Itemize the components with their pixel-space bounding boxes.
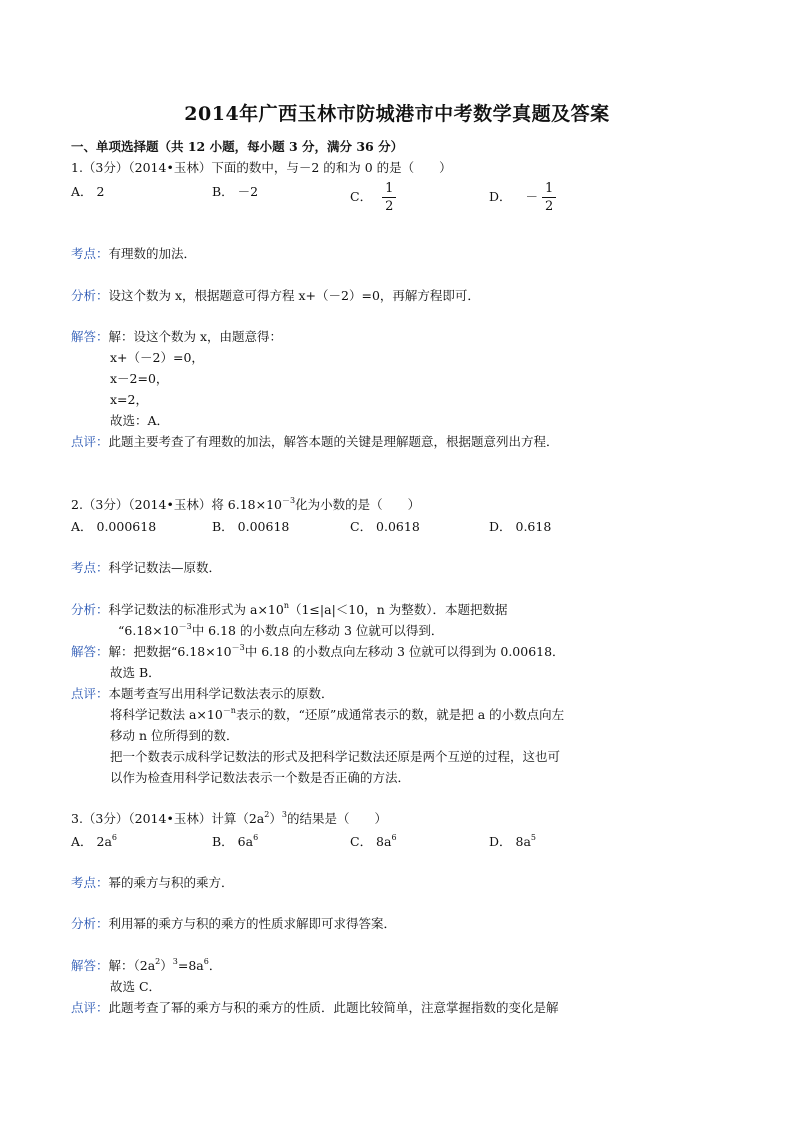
jieda-label: 解答： <box>71 644 109 659</box>
q1-option-c-fraction <box>382 182 396 213</box>
q2-dianping-2-post: 表示的数，“还原”成通常表示的数，就是把 a 的小数点向左 <box>235 707 565 722</box>
q2-option-b: B． 0.00618 <box>212 519 290 534</box>
q1-option-b: B． －2 <box>212 184 259 199</box>
q1-fenxi <box>71 290 480 303</box>
dianping-label: 点评： <box>71 434 109 449</box>
q3-option-b-exponent: 6 <box>253 833 259 842</box>
q3-jieda-line-2: 故选 C． <box>110 979 162 994</box>
q1-option-d-sign: － <box>525 189 539 205</box>
fenxi-label: 分析： <box>71 916 109 931</box>
q2-fenxi-2-exponent: －3 <box>178 622 192 631</box>
q2-kaodian <box>71 562 221 575</box>
q2-dianping-line-3: 移动 n 位所得到的数． <box>110 728 239 743</box>
q1-option-c-numerator: 1 <box>382 182 396 198</box>
q2-jieda-1-pre: 解：把数据“6.18×10 <box>108 644 232 659</box>
q2-fenxi-line-2 <box>118 622 444 638</box>
q3-stem <box>71 810 387 826</box>
kaodian-label: 考点： <box>71 246 109 261</box>
page-title: 2014年广西玉林市防城港市中考数学真题及答案 <box>184 103 610 125</box>
q2-dianping-line-4: 把一个数表示成科学记数法的形式及把科学记数法还原是两个互逆的过程，这也可 <box>110 749 561 764</box>
q2-dianping-2-exponent: －n <box>222 706 236 715</box>
q3-option-a-text: A． 2a <box>71 834 112 849</box>
q3-stem-exponent-1: 2 <box>264 810 270 819</box>
q3-stem-mid: ） <box>269 811 282 826</box>
q3-option-d-exponent: 5 <box>530 833 536 842</box>
q3-option-b-text: B． 6a <box>212 834 254 849</box>
fenxi-label: 分析： <box>71 288 109 303</box>
q1-option-d <box>489 182 556 213</box>
q1-option-c <box>350 182 396 213</box>
q2-dianping <box>71 688 334 701</box>
q1-dianping-text: 此题主要考查了有理数的加法，解答本题的关键是理解题意，根据题意列出方程． <box>108 434 559 449</box>
q3-option-a <box>71 833 117 849</box>
q1-jieda-line-4: 故选：A． <box>110 413 170 428</box>
jieda-label: 解答： <box>71 958 109 973</box>
q2-stem-post: 化为小数的是（ ） <box>295 497 421 512</box>
q1-option-c-letter: C． <box>350 189 373 204</box>
fenxi-label: 分析： <box>71 602 109 617</box>
q2-dianping-line-2 <box>110 706 565 722</box>
q2-fenxi-1-post: （1≤|a|＜10，n 为整数）．本题把数据 <box>288 602 508 617</box>
q3-dianping-text: 此题考查了幂的乘方与积的乘方的性质．此题比较简单，注意掌握指数的变化是解 <box>108 1000 559 1015</box>
q2-dianping-line-1: 本题考查写出用科学记数法表示的原数． <box>108 686 334 701</box>
q3-jieda-exponent-1: 2 <box>155 957 161 966</box>
q1-fenxi-text: 设这个数为 x，根据题意可得方程 x+（－2）=0，再解方程即可． <box>108 288 480 303</box>
q3-kaodian <box>71 877 234 890</box>
q2-stem <box>71 496 421 512</box>
q2-jieda <box>71 643 565 659</box>
q2-fenxi-1-pre: 科学记数法的标准形式为 a×10 <box>108 602 284 617</box>
q3-option-a-exponent: 6 <box>111 833 117 842</box>
q1-option-a: A． 2 <box>71 184 105 199</box>
q3-stem-exponent-2: 3 <box>281 810 287 819</box>
jieda-label: 解答： <box>71 329 109 344</box>
q3-jieda-exponent-3: 6 <box>203 957 209 966</box>
q3-dianping <box>71 1002 559 1015</box>
kaodian-label: 考点： <box>71 875 109 890</box>
q2-fenxi <box>71 601 508 617</box>
q1-jieda <box>71 331 282 344</box>
q1-kaodian <box>71 248 196 261</box>
q3-fenxi <box>71 918 396 931</box>
q3-option-c-text: C． 8a <box>350 834 392 849</box>
dianping-label: 点评： <box>71 1000 109 1015</box>
q3-jieda-mid-2: =8a <box>177 958 204 973</box>
q2-fenxi-2-post: 中 6.18 的小数点向左移动 3 位就可以得到． <box>191 623 444 638</box>
q3-jieda-post: ． <box>208 958 222 973</box>
q3-stem-pre: 3.（3分）（2014•玉林）计算（2a <box>71 811 265 826</box>
q1-option-c-denominator: 2 <box>385 199 394 214</box>
q1-option-d-letter: D． <box>489 189 512 204</box>
q1-dianping <box>71 436 559 449</box>
q3-fenxi-text: 利用幂的乘方与积的乘方的性质求解即可求得答案． <box>108 916 397 931</box>
q1-stem: 1.（3分）（2014•玉林）下面的数中，与－2 的和为 0 的是（ ） <box>71 160 452 175</box>
q2-fenxi-2-pre: “6.18×10 <box>118 623 179 638</box>
q2-jieda-1-post: 中 6.18 的小数点向左移动 3 位就可以得到为 0.00618． <box>244 644 565 659</box>
q2-option-c: C． 0.0618 <box>350 519 420 534</box>
q1-jieda-line-3: x=2， <box>110 392 148 407</box>
q1-option-d-fraction <box>542 182 556 213</box>
q2-option-a: A． 0.000618 <box>71 519 157 534</box>
q2-stem-pre: 2.（3分）（2014•玉林）将 6.18×10 <box>71 497 282 512</box>
q3-option-c-exponent: 6 <box>391 833 397 842</box>
q1-kaodian-text: 有理数的加法． <box>108 246 197 261</box>
q2-option-d: D． 0.618 <box>489 519 552 534</box>
section-heading: 一、单项选择题（共 12 小题，每小题 3 分，满分 36 分） <box>71 139 404 154</box>
q3-kaodian-text: 幂的乘方与积的乘方． <box>108 875 234 890</box>
q3-jieda <box>71 957 222 973</box>
q3-option-c <box>350 833 397 849</box>
q3-jieda-pre: 解：（2a <box>108 958 156 973</box>
q2-jieda-1-exponent: －3 <box>231 643 245 652</box>
q3-jieda-exponent-2: 3 <box>172 957 178 966</box>
q2-jieda-line-2: 故选 B． <box>110 665 161 680</box>
q1-jieda-line-2: x－2=0， <box>110 371 169 386</box>
q3-option-d <box>489 833 536 849</box>
kaodian-label: 考点： <box>71 560 109 575</box>
q2-fenxi-1-exponent: n <box>283 601 289 610</box>
q1-jieda-line-0: 解：设这个数为 x，由题意得： <box>108 329 283 344</box>
q2-kaodian-text: 科学记数法—原数． <box>108 560 222 575</box>
q2-stem-exponent: －3 <box>282 496 296 505</box>
q3-stem-post: 的结果是（ ） <box>286 811 387 826</box>
q2-dianping-line-5: 以作为检查用科学记数法表示一个数是否正确的方法． <box>110 770 411 785</box>
q3-jieda-mid: ） <box>160 958 173 973</box>
q1-jieda-line-1: x+（－2）=0， <box>110 350 204 365</box>
q3-option-d-text: D． 8a <box>489 834 531 849</box>
dianping-label: 点评： <box>71 686 109 701</box>
q1-option-d-denominator: 2 <box>545 199 554 214</box>
q3-option-b <box>212 833 259 849</box>
q1-option-d-numerator: 1 <box>542 182 556 198</box>
q2-dianping-2-pre: 将科学记数法 a×10 <box>110 707 223 722</box>
